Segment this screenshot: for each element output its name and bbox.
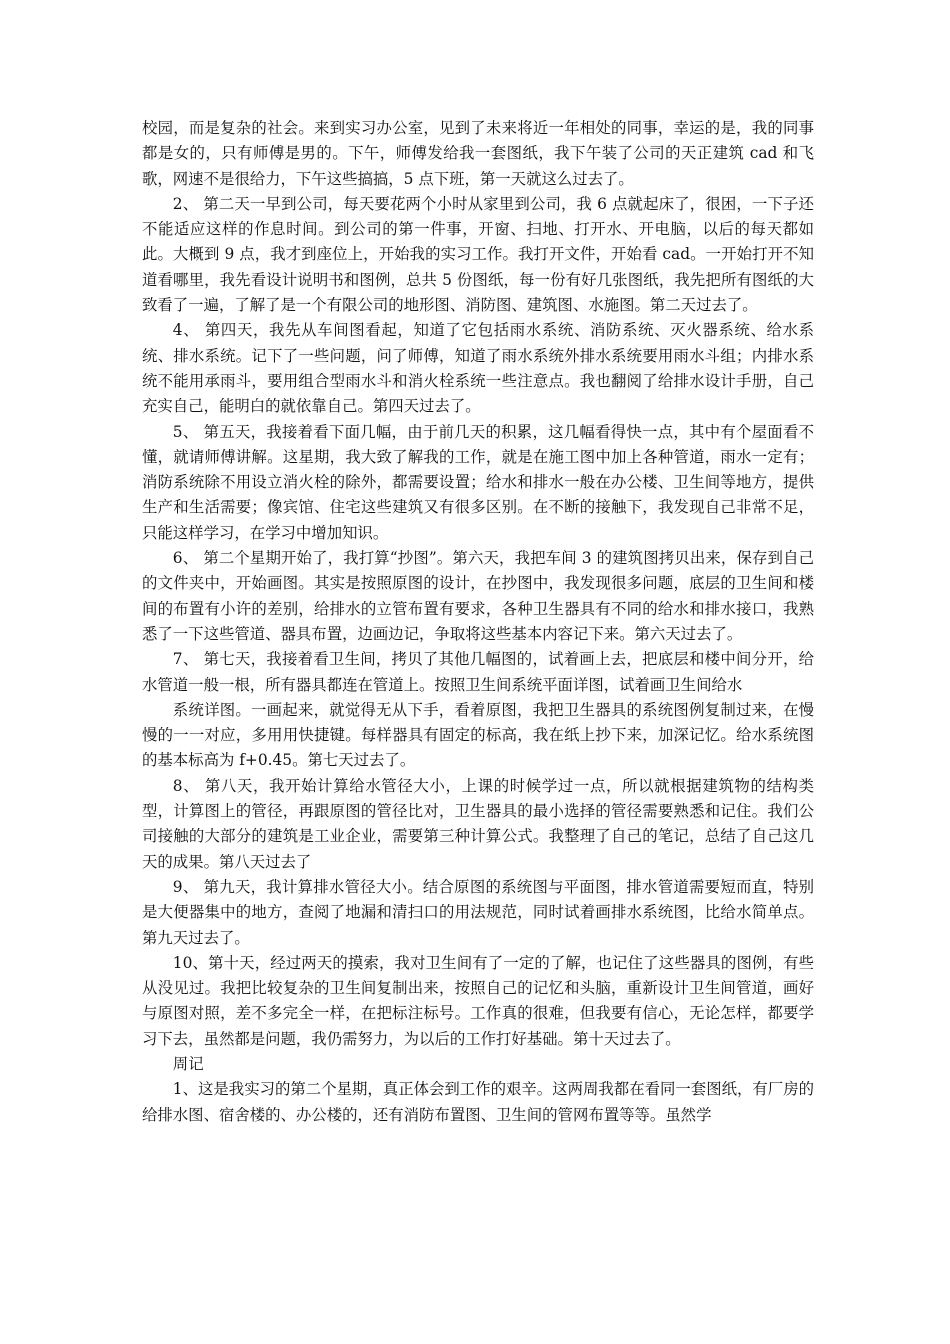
paragraph-1: 校园，而是复杂的社会。来到实习办公室，见到了未来将近一年相处的同事，幸运的是，我的同事都是女的，只有师傅是男的。下午，师傅发给我一套图纸，我下午装了公司的天正建筑 cad 和飞歌，网速不是很给力，下午这些搞搞，5 点下班，第一天就这么过去了。	[142, 119, 814, 188]
section-heading-weekly-notes: 周记	[172, 1054, 204, 1073]
paragraph-weekly-1: 1、这是我实习的第二个星期，真正体会到工作的艰辛。这两周我都在看同一套图纸，有厂房的给排水图、宿舍楼的、办公楼的，还有消防布置图、卫生间的管网布置等等。虽然学	[142, 1080, 814, 1124]
paragraph-day-7: 7、 第七天，我接着看卫生间，拷贝了其他几幅图的，试着画上去，把底层和楼中间分开，给水管道一般一根，所有器具都连在管道上。按照卫生间系统平面详图，试着画卫生间给水	[142, 650, 814, 694]
paragraph-day-7-continued: 系统详图。一画起来，就觉得无从下手，看着原图，我把卫生器具的系统图例复制过来，在慢慢的一一对应，多用用快捷键。每样器具有固定的标高，我在纸上抄下来，加深记忆。给水系统图的基本标高为 f+0.45。第七天过去了。	[142, 700, 814, 770]
paragraph-day-10: 10、第十天，经过两天的摸索，我对卫生间有了一定的了解，也记住了这些器具的图例，有些从没见过。我把比较复杂的卫生间复制出来，按照自己的记忆和头脑，重新设计卫生间管道，画好与原图对照，差不多完全一样，在把标注标号。工作真的很难，但我要有信心，无论怎样，都要学习下去，虽然都是问题，我仍需努力，为以后的工作打好基础。第十天过去了。	[142, 953, 814, 1048]
paragraph-day-4: 4、 第四天，我先从车间图看起，知道了它包括雨水系统、消防系统、灭火器系统、给水系统、排水系统。记下了一些问题，问了师傅，知道了雨水系统外排水系统要用雨水斗组；内排水系统不能用承雨斗，要用组合型雨水斗和消火栓系统一些注意点。我也翻阅了给排水设计手册，自己充实自己，能明白的就依靠自己。第四天过去了。	[142, 321, 814, 416]
paragraph-day-9: 9、 第九天，我计算排水管径大小。结合原图的系统图与平面图，排水管道需要短而直，特别是大便器集中的地方，查阅了地漏和清扫口的用法规范，同时试着画排水系统图，比给水简单点。第九天过去了。	[142, 877, 814, 947]
paragraph-day-8: 8、 第八天，我开始计算给水管径大小，上课的时候学过一点，所以就根据建筑物的结构类型，计算图上的管径，再跟原图的管径比对，卫生器具的最小选择的管径需要熟悉和记住。我们公司接触的大部分的建筑是工业企业，需要第三种计算公式。我整理了自己的笔记，总结了自己这几天的成果。第八天过去了	[142, 776, 814, 871]
paragraph-day-2: 2、 第二天一早到公司，每天要花两个小时从家里到公司，我 6 点就起床了，很困，一下子还不能适应这样的作息时间。到公司的第一件事，开窗、扫地、打开水、开电脑，以后的每天都如此。大概到 9 点，我才到座位上，开始我的实习工作。我打开文件，开始看 cad。一开始打开不知道看哪里，我先看设计说明书和图例，总共 5 份图纸，每一份有好几张图纸，我先把所有图纸的大致看了一遍，了解了是一个有限公司的地形图、消防图、建筑图、水施图。第二天过去了。	[142, 194, 814, 315]
document-body	[142, 116, 814, 1128]
paragraph-day-5: 5、 第五天，我接着看下面几幅，由于前几天的积累，这几幅看得快一点，其中有个屋面看不懂，就请师傅讲解。这星期，我大致了解我的工作，就是在施工图中加上各种管道，雨水一定有；消防系统除不用设立消火栓的除外，都需要设置；给水和排水一般在办公楼、卫生间等地方，提供生产和生活需要；像宾馆、住宅这些建筑又有很多区别。在不断的接触下，我发现自己非常不足，只能这样学习，在学习中增加知识。	[142, 422, 814, 542]
paragraph-day-6: 6、 第二个星期开始了，我打算“抄图”。第六天，我把车间 3 的建筑图拷贝出来，保存到自己的文件夹中，开始画图。其实是按照原图的设计，在抄图中，我发现很多问题，底层的卫生间和楼间的布置有小许的差别，给排水的立管布置有要求，各种卫生器具有不同的给水和排水接口，我熟悉了一下这些管道、器具布置，边画边记，争取将这些基本内容记下来。第六天过去了。	[142, 549, 814, 643]
